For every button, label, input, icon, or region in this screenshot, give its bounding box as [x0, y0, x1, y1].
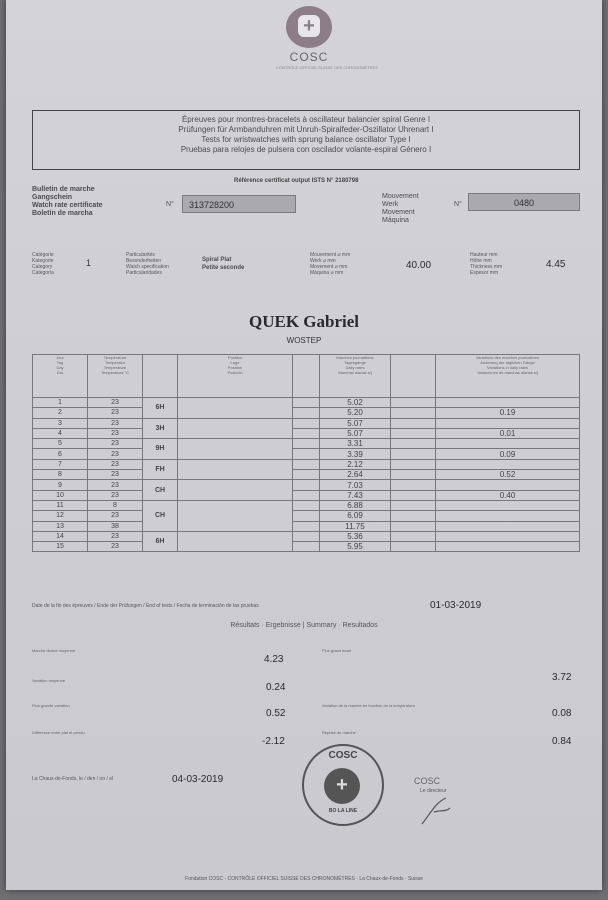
daily-rate-cell: 5.36 [320, 531, 391, 541]
bulletin-label-es: Boletín de marcha [32, 210, 93, 217]
variation-unit-cell [391, 418, 436, 428]
variation-cell: 0.40 [436, 490, 580, 500]
rate-unit-cell [293, 521, 320, 531]
result-right-value-2: 0.08 [552, 708, 572, 719]
table-row [33, 449, 580, 459]
height-label-en: Thickness mm [470, 264, 503, 270]
signature-logo: COSC [414, 776, 441, 786]
particularity-labels [126, 252, 169, 276]
rate-unit-cell [293, 459, 320, 469]
bulletin-number-field: 313728200 [182, 195, 296, 213]
variation-unit-cell [391, 521, 436, 531]
height-label-es: Espesor mm [470, 270, 499, 276]
diameter-labels [310, 252, 350, 276]
table-row [33, 521, 580, 531]
seal-top-text: COSC [328, 750, 358, 761]
cosc-logo [276, 6, 378, 76]
table-row [33, 418, 580, 428]
daily-rate-cell: 7.43 [320, 490, 391, 500]
rate-unit-cell [293, 398, 320, 408]
variation-cell [436, 500, 580, 510]
day-cell: 11 [33, 500, 88, 510]
certificate-page [6, 0, 602, 890]
variation-unit-cell [391, 480, 436, 490]
position-description-cell [178, 459, 293, 480]
table-row [33, 428, 580, 438]
diameter-value: 40.00 [406, 260, 432, 271]
issue-date: 04-03-2019 [172, 774, 224, 785]
daily-rate-cell: 5.07 [320, 428, 391, 438]
day-cell: 14 [33, 531, 88, 541]
daily-rate-cell: 3.39 [320, 449, 391, 459]
daily-rate-cell: 5.95 [320, 542, 391, 552]
daily-rate-cell: 11.75 [320, 521, 391, 531]
position-description-cell [178, 500, 293, 531]
position-description-cell [178, 398, 293, 419]
variation-unit-cell [391, 449, 436, 459]
particularity-value-2: Petite seconde [202, 265, 245, 271]
rate-unit-cell [293, 511, 320, 521]
table-row [33, 470, 580, 480]
daily-rates-table [32, 354, 580, 552]
results-title: Résultats · Ergebnisse | Summary · Resultados [230, 622, 378, 629]
result-right-value-1: 3.72 [552, 672, 572, 683]
diameter-label-en: Movement ⌀ mm [310, 264, 348, 270]
result-left-label-1: Marche diurne moyenne [32, 648, 76, 653]
movement-labels [382, 193, 419, 225]
table-row [33, 398, 580, 408]
table-body [33, 398, 580, 552]
daily-rate-cell: 5.07 [320, 418, 391, 428]
temperature-cell: 38 [88, 521, 143, 531]
test-end-date: 01-03-2019 [430, 600, 482, 611]
variation-cell [436, 542, 580, 552]
cosc-cross-icon: + [286, 6, 332, 48]
day-cell: 12 [33, 511, 88, 521]
seal-bottom-text: BO LA LINE [328, 808, 358, 814]
variation-unit-cell [391, 428, 436, 438]
variation-cell: 0.19 [436, 408, 580, 418]
bulletin-labels [32, 186, 103, 218]
position-code-cell: FH [143, 459, 178, 480]
variation-unit-cell [391, 490, 436, 500]
variation-cell: 0.52 [436, 470, 580, 480]
table-row [33, 490, 580, 500]
particularity-label-fr: Particularités [126, 252, 155, 258]
temperature-cell: 23 [88, 531, 143, 541]
result-right-label-1: Plus grand écart [322, 648, 352, 653]
daily-rate-cell: 3.31 [320, 439, 391, 449]
position-description-cell [178, 439, 293, 460]
particularity-label-de: Besonderheiten [126, 258, 162, 264]
table-row [33, 542, 580, 552]
school-name: WOSTEP [286, 336, 322, 345]
particularity-label-en: Watch specification [126, 264, 169, 270]
signature-caption: Le directeur [420, 788, 447, 794]
rate-unit-cell [293, 531, 320, 541]
particularity-label-es: Particularidades [126, 270, 162, 276]
temperature-cell: 23 [88, 511, 143, 521]
temperature-cell: 23 [88, 542, 143, 552]
logo-subtitle: CONTRÔLE OFFICIEL SUISSE DES CHRONOMÈTRES [276, 65, 378, 70]
title-line-es: Pruebas para relojes de pulsera con oscilador volante-espiral Género I [180, 145, 432, 154]
position-code-cell: 6H [143, 531, 178, 552]
table-row [33, 408, 580, 418]
temperature-cell: 23 [88, 449, 143, 459]
test-title-box [32, 110, 580, 170]
result-left-label-3: Plus grande variation [32, 703, 70, 708]
daily-rate-cell: 2.64 [320, 470, 391, 480]
variation-unit-cell [391, 408, 436, 418]
position-code-cell: 9H [143, 439, 178, 460]
result-left-value-3: 0.52 [266, 708, 286, 719]
table-header-row [33, 355, 580, 398]
day-cell: 15 [33, 542, 88, 552]
table-row [33, 480, 580, 490]
variation-cell [436, 480, 580, 490]
variation-unit-cell [391, 459, 436, 469]
temperature-cell: 23 [88, 398, 143, 408]
header-position-code [143, 355, 178, 398]
rate-unit-cell [293, 418, 320, 428]
table-row [33, 439, 580, 449]
variation-cell [436, 459, 580, 469]
bulletin-label-en: Watch rate certificate [32, 202, 103, 209]
variation-cell [436, 398, 580, 408]
day-cell: 3 [33, 418, 88, 428]
height-labels [470, 252, 502, 276]
position-description-cell [178, 480, 293, 501]
variation-cell [436, 511, 580, 521]
test-end-note: Date de la fin des épreuves / Ende der Prüfungen / End of tests / Fecha de terminación de las pruebas [32, 603, 259, 609]
rate-unit-cell [293, 408, 320, 418]
rate-unit-cell [293, 500, 320, 510]
height-label-fr: Hauteur mm [470, 252, 498, 258]
logo-text: COSC [289, 50, 329, 64]
movement-number-field: 0480 [468, 193, 580, 211]
result-right-value-3: 0.84 [552, 736, 572, 747]
movement-label-es: Máquina [382, 217, 409, 224]
height-value: 4.45 [546, 259, 566, 270]
daily-rate-cell: 5.02 [320, 398, 391, 408]
variation-cell [436, 418, 580, 428]
rate-unit-cell [293, 428, 320, 438]
day-cell: 13 [33, 521, 88, 531]
rate-unit-cell [293, 470, 320, 480]
temperature-cell: 23 [88, 428, 143, 438]
variation-unit-cell [391, 398, 436, 408]
category-value: 1 [86, 258, 92, 268]
variation-unit-cell [391, 470, 436, 480]
variation-unit-cell [391, 500, 436, 510]
rate-unit-cell [293, 542, 320, 552]
position-code-cell: CH [143, 500, 178, 531]
daily-rate-cell: 5.20 [320, 408, 391, 418]
candidate-name: QUEK Gabriel [248, 312, 360, 331]
variation-cell [436, 531, 580, 541]
particularity-values [202, 256, 244, 272]
variation-unit-cell [391, 531, 436, 541]
table-row [33, 500, 580, 510]
table-row [33, 459, 580, 469]
rate-unit-cell [293, 490, 320, 500]
header-rate-unit [293, 355, 320, 398]
table-row [33, 511, 580, 521]
day-cell: 5 [33, 439, 88, 449]
day-cell: 10 [33, 490, 88, 500]
day-cell: 9 [33, 480, 88, 490]
issue-place-label: La Chaux-de-Fonds, le / den / on / el [32, 776, 114, 782]
temperature-cell: 23 [88, 480, 143, 490]
title-line-de: Prüfungen für Armbanduhren mit Unruh-Spiralfeder-Oszillator Uhrenart I [178, 125, 434, 134]
seal-cross-icon: + [324, 768, 360, 804]
position-description-cell [178, 531, 293, 552]
title-line-en: Tests for wristwatches with sprung balance oscillator Type I [201, 135, 411, 144]
variation-cell [436, 521, 580, 531]
header-temperature: Température Temperatur Temperature Temperatura °C [88, 355, 143, 398]
daily-rate-cell: 7.03 [320, 480, 391, 490]
rate-unit-cell [293, 480, 320, 490]
category-label-fr: Catégorie [32, 252, 54, 258]
category-label-es: Categoría [32, 270, 54, 276]
daily-rate-cell: 6.09 [320, 511, 391, 521]
position-code-cell: CH [143, 480, 178, 501]
day-cell: 1 [33, 398, 88, 408]
result-left-label-2: Variation moyenne [32, 678, 66, 683]
daily-rate-cell: 2.12 [320, 459, 391, 469]
movement-label-de: Werk [382, 201, 399, 208]
variation-unit-cell [391, 542, 436, 552]
diameter-label-fr: Mouvement ⌀ mm [310, 252, 351, 258]
temperature-cell: 23 [88, 418, 143, 428]
header-position: Position Lage Position Posición [178, 355, 293, 398]
bulletin-label-de: Gangschein [32, 194, 73, 201]
result-right-label-2: Variation de la marche en fonction de la température [322, 703, 415, 708]
rate-unit-cell [293, 439, 320, 449]
day-cell: 7 [33, 459, 88, 469]
result-right-label-3: Reprise de marche [322, 730, 356, 735]
header-var-unit [391, 355, 436, 398]
result-left-value-1: 4.23 [264, 654, 284, 665]
temperature-cell: 23 [88, 408, 143, 418]
variation-cell: 0.09 [436, 449, 580, 459]
height-label-de: Höhe mm [470, 258, 492, 264]
category-labels [32, 252, 54, 276]
bulletin-label-fr: Bulletin de marche [32, 186, 95, 193]
temperature-cell: 23 [88, 490, 143, 500]
variation-unit-cell [391, 511, 436, 521]
header-daily-rates: Marches journalières Tagesgänge Daily rates Marchas diarias s/j [320, 355, 391, 398]
rate-unit-cell [293, 449, 320, 459]
result-left-label-4: Différence entre plat et pendu [32, 730, 85, 735]
position-description-cell [178, 418, 293, 439]
position-code-cell: 6H [143, 398, 178, 419]
day-cell: 6 [33, 449, 88, 459]
temperature-cell: 8 [88, 500, 143, 510]
result-left-value-2: 0.24 [266, 682, 286, 693]
cosc-seal [302, 744, 384, 826]
particularity-value-1: Spiral Plat [202, 257, 232, 263]
table-row [33, 531, 580, 541]
certificate-reference: Référence certificat output ISTS N° 2180798 [234, 178, 359, 184]
temperature-cell: 23 [88, 470, 143, 480]
day-cell: 2 [33, 408, 88, 418]
movement-no-label: N° [454, 201, 462, 208]
bulletin-no-label: N° [166, 201, 174, 208]
temperature-cell: 23 [88, 439, 143, 449]
temperature-cell: 23 [88, 459, 143, 469]
signature-mark [416, 794, 456, 828]
diameter-label-de: Werk ⌀ mm [310, 258, 336, 264]
day-cell: 4 [33, 428, 88, 438]
title-line-fr: Épreuves pour montres-bracelets à oscillateur balancier spiral Genre I [181, 115, 431, 124]
variation-cell: 0.01 [436, 428, 580, 438]
category-label-de: Kategorie [32, 258, 54, 264]
header-day: Jour Tag Day Día [33, 355, 88, 398]
variation-cell [436, 439, 580, 449]
position-code-cell: 3H [143, 418, 178, 439]
movement-label-fr: Mouvement [382, 193, 419, 200]
footer-text: Fondation COSC · CONTRÔLE OFFICIEL SUISSE DES CHRONOMÈTRES · La Chaux-de-Fonds · Suisse [185, 876, 423, 882]
diameter-label-es: Máquina ⌀ mm [310, 270, 344, 276]
daily-rate-cell: 6.88 [320, 500, 391, 510]
variation-unit-cell [391, 439, 436, 449]
day-cell: 8 [33, 470, 88, 480]
movement-label-en: Movement [382, 209, 415, 216]
header-variations: Variations des marches journalières Änderung der täglichen Gänge Variations in daily rates Variaciones de marchas diarias s/j [436, 355, 580, 398]
result-left-value-4: -2.12 [262, 736, 285, 747]
category-label-en: Category [32, 264, 53, 270]
